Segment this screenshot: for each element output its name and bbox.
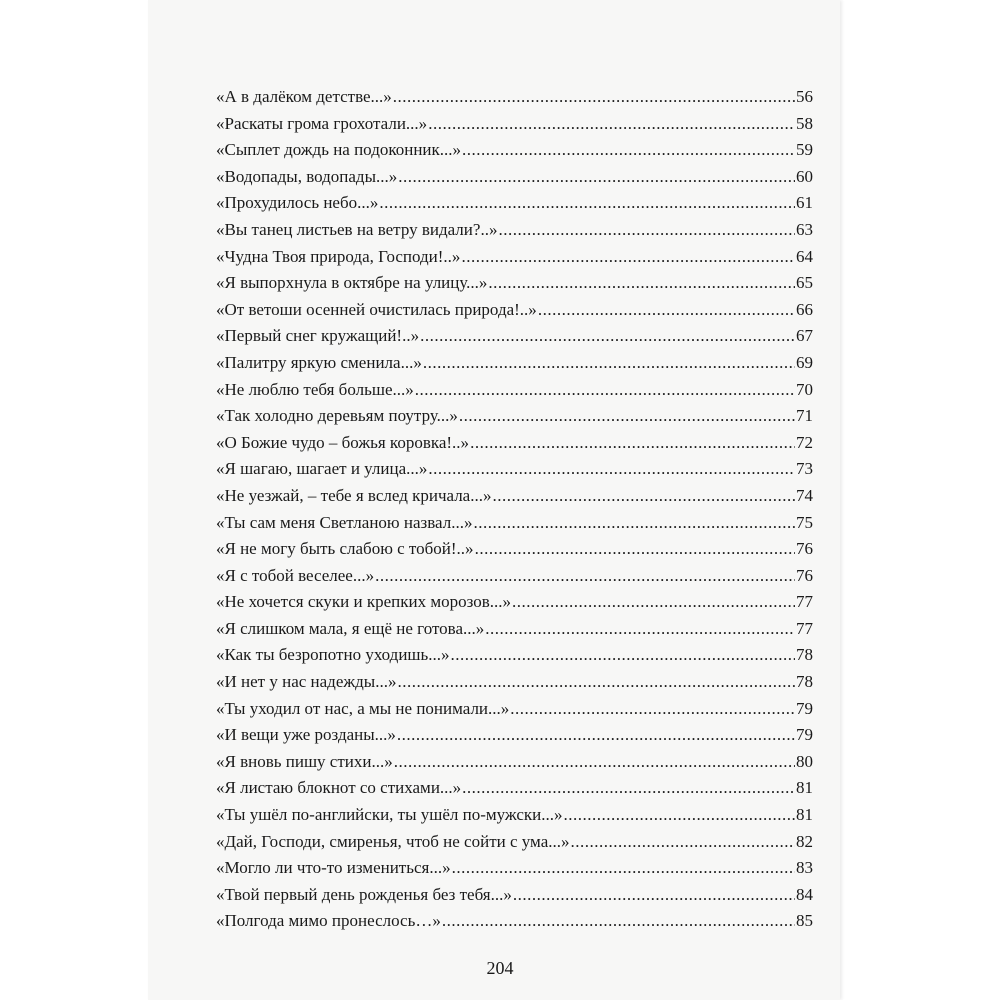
- toc-entry-page: 69: [796, 352, 813, 372]
- toc-entry-page: 78: [796, 645, 813, 665]
- toc-entry: [216, 403, 813, 430]
- toc-entry: [216, 297, 813, 324]
- toc-entry: [216, 669, 813, 696]
- toc-entry: [216, 430, 813, 457]
- toc-entry-page: 67: [796, 326, 813, 346]
- toc-entry-title: «И нет у нас надежды...»: [216, 672, 397, 692]
- toc-entry-page: 74: [796, 485, 813, 505]
- toc-entry-title: «Как ты безропотно уходишь...»: [216, 645, 450, 665]
- toc-entry-title: «Я вновь пишу стихи...»: [216, 751, 393, 771]
- toc-leader-dots: [488, 270, 795, 297]
- toc-entry: [216, 829, 813, 856]
- toc-entry-page: 77: [796, 592, 813, 612]
- toc-entry: [216, 217, 813, 244]
- toc-leader-dots: [470, 430, 795, 457]
- toc-leader-dots: [510, 696, 795, 723]
- toc-leader-dots: [473, 510, 795, 537]
- toc-entry-title: «Могло ли что-то измениться...»: [216, 858, 451, 878]
- toc-entry-title: «Чудна Твоя природа, Господи!..»: [216, 246, 461, 266]
- toc-leader-dots: [564, 802, 795, 829]
- toc-leader-dots: [423, 350, 795, 377]
- toc-entry: [216, 802, 813, 829]
- toc-leader-dots: [462, 775, 795, 802]
- toc-leader-dots: [398, 164, 795, 191]
- table-of-contents: [216, 84, 813, 935]
- toc-entry-title: «Сыплет дождь на подоконник...»: [216, 140, 462, 160]
- toc-entry-page: 76: [796, 539, 813, 559]
- toc-leader-dots: [415, 377, 795, 404]
- toc-entry-page: 83: [796, 858, 813, 878]
- toc-entry-title: «Я не могу быть слабою с тобой!..»: [216, 539, 474, 559]
- toc-entry-page: 66: [796, 299, 813, 319]
- toc-entry-title: «Я с тобой веселее...»: [216, 565, 375, 585]
- toc-entry: [216, 536, 813, 563]
- toc-entry-title: «Раскаты грома грохотали...»: [216, 113, 428, 133]
- toc-leader-dots: [498, 217, 795, 244]
- toc-leader-dots: [452, 855, 795, 882]
- toc-entry-page: 70: [796, 379, 813, 399]
- toc-entry: [216, 111, 813, 138]
- toc-entry-title: «Палитру яркую сменила...»: [216, 352, 422, 372]
- toc-entry-title: «Я листаю блокнот со стихами...»: [216, 778, 462, 798]
- toc-entry: [216, 244, 813, 271]
- toc-entry: [216, 882, 813, 909]
- toc-entry-page: 60: [796, 166, 813, 186]
- toc-entry-title: «Вы танец листьев на ветру видали?..»: [216, 219, 498, 239]
- toc-entry-page: 72: [796, 432, 813, 452]
- toc-entry: [216, 855, 813, 882]
- toc-entry-page: 63: [796, 219, 813, 239]
- toc-entry: [216, 563, 813, 590]
- toc-entry-page: 80: [796, 751, 813, 771]
- toc-entry-title: «Я слишком мала, я ещё не готова...»: [216, 618, 485, 638]
- toc-entry-page: 64: [796, 246, 813, 266]
- toc-entry-title: «Ты сам меня Светланою назвал...»: [216, 512, 473, 532]
- toc-leader-dots: [513, 882, 795, 909]
- toc-leader-dots: [394, 749, 795, 776]
- toc-leader-dots: [475, 536, 795, 563]
- toc-entry: [216, 164, 813, 191]
- toc-leader-dots: [492, 483, 795, 510]
- toc-entry-title: «Не хочется скуки и крепких морозов...»: [216, 592, 512, 612]
- toc-leader-dots: [459, 403, 795, 430]
- toc-entry-page: 82: [796, 831, 813, 851]
- toc-entry-page: 61: [796, 193, 813, 213]
- toc-entry-page: 84: [796, 884, 813, 904]
- toc-entry-page: 85: [796, 911, 813, 931]
- toc-entry-page: 58: [796, 113, 813, 133]
- toc-entry-page: 75: [796, 512, 813, 532]
- toc-leader-dots: [571, 829, 796, 856]
- toc-entry-page: 59: [796, 140, 813, 160]
- toc-leader-dots: [393, 84, 795, 111]
- toc-entry-page: 81: [796, 778, 813, 798]
- toc-entry-title: «А в далёком детстве...»: [216, 87, 392, 106]
- toc-entry: [216, 483, 813, 510]
- toc-entry-title: «Водопады, водопады...»: [216, 166, 398, 186]
- toc-entry-page: 79: [796, 725, 813, 745]
- toc-entry-page: 76: [796, 565, 813, 585]
- toc-leader-dots: [461, 244, 795, 271]
- toc-leader-dots: [397, 722, 795, 749]
- toc-entry-title: «Не люблю тебя больше...»: [216, 379, 414, 399]
- toc-leader-dots: [538, 297, 795, 324]
- toc-entry-title: «Первый снег кружащий!..»: [216, 326, 420, 346]
- toc-leader-dots: [428, 456, 795, 483]
- toc-entry-title: «Дай, Господи, смиренья, чтоб не сойти с ума...»: [216, 831, 570, 851]
- toc-entry: [216, 616, 813, 643]
- toc-entry-title: «Полгода мимо пронеслось…»: [216, 911, 441, 931]
- toc-entry-title: «Я выпорхнула в октябре на улицу...»: [216, 273, 488, 293]
- toc-entry: [216, 456, 813, 483]
- toc-entry-title: «Твой первый день рожденья без тебя...»: [216, 884, 512, 904]
- toc-leader-dots: [379, 190, 795, 217]
- toc-entry-page: 81: [796, 805, 813, 825]
- toc-entry-title: «Прохудилось небо...»: [216, 193, 379, 213]
- toc-entry-title: «Я шагаю, шагает и улица...»: [216, 459, 428, 479]
- toc-entry: [216, 137, 813, 164]
- toc-entry-page: 71: [796, 406, 813, 426]
- toc-entry-page: 73: [796, 459, 813, 479]
- toc-entry: [216, 642, 813, 669]
- toc-leader-dots: [485, 616, 795, 643]
- toc-entry-title: «Ты уходил от нас, а мы не понимали...»: [216, 698, 510, 718]
- toc-entry-page: 56: [796, 87, 813, 106]
- toc-leader-dots: [397, 669, 795, 696]
- page-number: 204: [486, 958, 514, 978]
- toc-entry: [216, 350, 813, 377]
- toc-entry: [216, 696, 813, 723]
- toc-leader-dots: [512, 589, 795, 616]
- toc-entry: [216, 270, 813, 297]
- toc-leader-dots: [428, 111, 795, 138]
- toc-entry: [216, 722, 813, 749]
- toc-entry-page: 65: [796, 273, 813, 293]
- toc-leader-dots: [462, 137, 795, 164]
- toc-entry-title: «Ты ушёл по-английски, ты ушёл по-мужски...»: [216, 805, 563, 825]
- toc-entry: [216, 589, 813, 616]
- toc-leader-dots: [375, 563, 795, 590]
- toc-entry-title: «Так холодно деревьям поутру...»: [216, 406, 458, 426]
- toc-entry-title: «О Божие чудо – божья коровка!..»: [216, 432, 470, 452]
- toc-entry: [216, 510, 813, 537]
- toc-entry-page: 77: [796, 618, 813, 638]
- toc-entry: [216, 749, 813, 776]
- toc-entry-page: 78: [796, 672, 813, 692]
- toc-entry: [216, 908, 813, 935]
- toc-entry-title: «Не уезжай, – тебе я вслед кричала...»: [216, 485, 492, 505]
- toc-leader-dots: [451, 642, 795, 669]
- toc-entry-page: 79: [796, 698, 813, 718]
- toc-entry-title: «И вещи уже розданы...»: [216, 725, 396, 745]
- toc-leader-dots: [442, 908, 795, 935]
- toc-entry-title: «От ветоши осенней очистилась природа!..»: [216, 299, 537, 319]
- toc-entry: [216, 377, 813, 404]
- toc-entry: [216, 84, 813, 111]
- toc-entry: [216, 775, 813, 802]
- toc-leader-dots: [420, 323, 795, 350]
- toc-entry: [216, 323, 813, 350]
- toc-entry: [216, 190, 813, 217]
